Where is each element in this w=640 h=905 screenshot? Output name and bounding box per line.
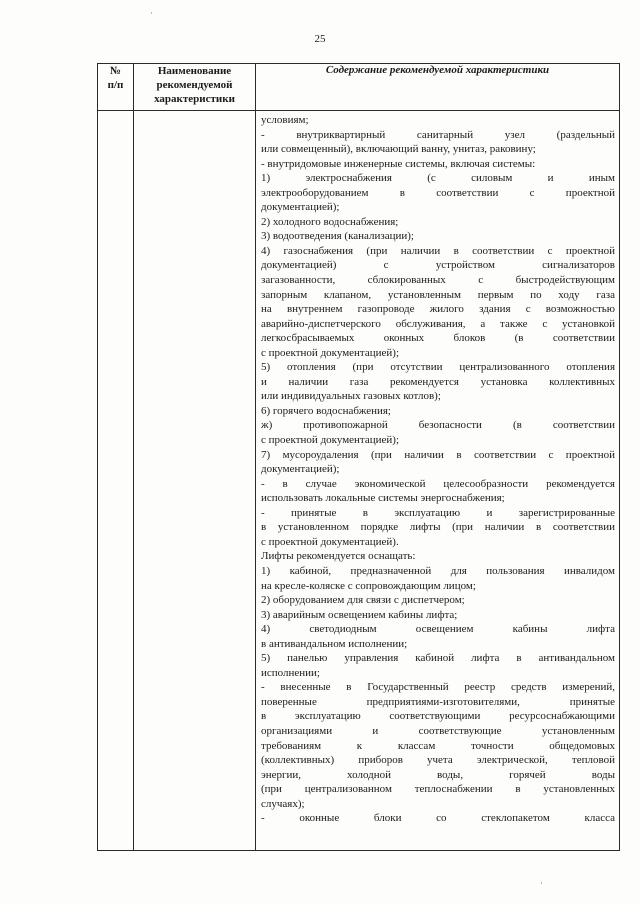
header-content: Содержание рекомендуемой характеристики — [256, 64, 620, 111]
header-name-line-2: рекомендуемой — [156, 79, 233, 91]
content-line: 5) панелью управления кабиной лифта в антивандальном — [261, 652, 615, 665]
content-line: - внутридомовые инженерные системы, включая системы: — [261, 157, 536, 170]
content-line: в установленном порядке лифты (при наличии в соответствии — [261, 521, 615, 534]
header-number-line-2: п/п — [107, 79, 124, 91]
name-cell — [134, 111, 256, 851]
content-line: 1) кабиной, предназначенной для пользования инвалидом — [261, 564, 615, 577]
content-line: - принятые в эксплуатацию и зарегистрированные — [261, 506, 615, 519]
header-name-line-3: характеристики — [154, 93, 235, 105]
table-header-row — [98, 64, 620, 111]
content-cell — [256, 111, 620, 851]
content-line: организациями и соответствующие установленным — [261, 724, 615, 737]
content-line: (коллективных) приборов учета электрической, тепловой — [261, 754, 615, 767]
content-line: 1) электроснабжения (с силовым и иным — [261, 172, 615, 185]
content-line: 2) холодного водоснабжения; — [261, 215, 399, 228]
content-line: - внесенные в Государственный реестр средств измерений, — [261, 681, 615, 694]
content-line: с проектной документацией); — [261, 346, 400, 359]
page-number: 25 — [314, 33, 326, 45]
table-row — [98, 111, 620, 851]
content-line: с проектной документацией); — [261, 434, 400, 447]
content-line: аварийно-диспетчерского обслуживания, а также с установкой — [261, 317, 615, 330]
content-line: поверенные предприятиями-изготовителями, принятые — [261, 695, 615, 708]
content-line: 6) горячего водоснабжения; — [261, 404, 391, 417]
content-line: ж) противопожарной безопасности (в соответствии — [261, 419, 615, 432]
content-line: 4) газоснабжения (при наличии в соответствии с проектной — [261, 244, 615, 257]
content-line: случаях); — [261, 797, 305, 810]
content-line: на внутреннем газопроводе жилого здания с возможностью — [261, 303, 615, 316]
content-line: в антивандальном исполнении; — [261, 637, 408, 650]
content-line: 2) оборудованием для связи с диспетчером; — [261, 594, 465, 607]
content-lines — [261, 113, 615, 826]
characteristics-table — [97, 63, 620, 851]
content-line: 3) водоотведения (канализации); — [261, 230, 414, 243]
content-line: (при централизованном теплоснабжении в установленных — [261, 783, 615, 796]
content-line: - внутриквартирный санитарный узел (раздельный — [261, 128, 615, 141]
content-line: легкосбрасываемых оконных блоков (в соответствии — [261, 332, 615, 345]
content-line: 5) отопления (при отсутствии централизованного отопления — [261, 361, 615, 374]
content-line: или индивидуальных газовых котлов); — [261, 390, 441, 403]
content-line: - в случае экономической целесообразности рекомендуется — [261, 477, 615, 490]
content-line: или совмещенный), включающий ванну, унитаз, раковину; — [261, 143, 536, 156]
scan-mark: · — [540, 878, 543, 888]
content-line: использовать локальные системы энергоснабжения; — [261, 492, 505, 505]
scan-mark: · — [150, 8, 153, 18]
content-line: исполнении; — [261, 666, 320, 679]
header-name-line-1: Наименование — [157, 65, 232, 77]
content-line: условиям; — [261, 114, 309, 126]
content-line: 3) аварийным освещением кабины лифта; — [261, 608, 458, 621]
content-line: - оконные блоки со стеклопакетом класса — [261, 812, 615, 825]
header-name — [134, 64, 256, 111]
content-line: 4) светодиодным освещением кабины лифта — [261, 623, 615, 636]
content-line: требованиям к классам точности общедомовых — [261, 739, 615, 752]
content-line: запорным клапаном, установленным первым по ходу газа — [261, 288, 615, 301]
content-line: электрооборудованием в соответствии с проектной — [261, 186, 615, 199]
content-line: на кресле-коляске с сопровождающим лицом; — [261, 579, 476, 592]
content-line: документацией); — [261, 463, 340, 476]
content-line: загазованности, сблокированных с быстродействующим — [261, 274, 615, 287]
content-line: 7) мусороудаления (при наличии в соответствии с проектной — [261, 448, 615, 461]
content-line: энергии, холодной воды, горячей воды — [261, 768, 615, 781]
header-number-line-1: № — [109, 65, 122, 77]
content-line: в эксплуатацию соответствующими ресурсоснабжающими — [261, 710, 615, 723]
content-line: документацией) с устройством сигнализаторов — [261, 259, 615, 272]
content-line: с проектной документацией). — [261, 535, 399, 548]
header-number — [98, 64, 134, 111]
content-line: документацией); — [261, 201, 340, 214]
content-line: Лифты рекомендуется оснащать: — [261, 550, 416, 563]
content-line: и наличии газа рекомендуется установка коллективных — [261, 375, 615, 388]
number-cell — [98, 111, 134, 851]
